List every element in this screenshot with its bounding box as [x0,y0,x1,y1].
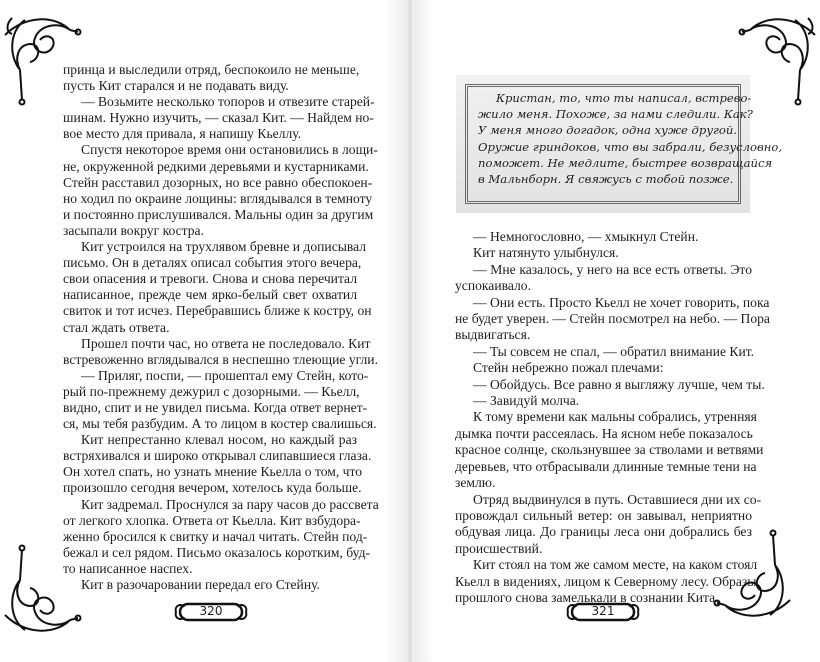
text-line: вое место для привала, я напишу Кьеллу. [63,126,302,142]
text-line: произошло сегодня вечером, хотелось куда больше. [63,480,362,496]
text-line: — Обойдусь. Все равно я выгляжу лучше, чем ты. [473,376,765,392]
text-line: Стейн расставил дозорных, но все равно обеспокоен- [63,174,373,190]
text-line: Он хотел спать, но узнать мнение Кьелла о том, что [63,464,363,480]
text-line: — Ты совсем не спал, — обратил внимание Кит. [473,343,755,359]
text-line: Отряд выдвинулся в путь. Оставшиеся дни их со- [473,491,762,507]
text-line: Кит устроился на трухлявом бревне и дописывал [81,239,367,255]
letter-line: Кристан, то, что ты написал, встрево- [496,91,752,105]
text-line: Кит натянуто улыбнулся. [473,245,619,261]
paragraph [455,557,758,606]
paragraph [455,360,752,376]
text-line: Кит стоял на том же самом месте, на каком стоял [473,557,758,573]
paragraph [63,142,378,239]
text-line: Спустя некоторое время они остановились в лощи- [81,142,378,158]
page-number-right [566,601,640,623]
paragraph [455,343,755,360]
text-line: — Приляг, поспи, — прошептал ему Стейн, кото- [81,367,369,383]
paragraph [455,376,765,393]
text-line: дымка почти рассеялась. На ясном небе показалось [455,425,753,441]
letter-line: в Мальнборн. Я свяжусь с тобой позже. [478,172,734,187]
text-line: — Немногословно, — хмыкнул Стейн. [473,229,699,244]
paragraph [63,94,375,142]
text-line: не, окруженной редкими деревьями и кустарниками. [63,158,369,174]
text-line: обдувая лица. До границы леса они добрались без [455,524,752,540]
right-page-text [455,229,770,606]
text-line: — Завидуй молча. [473,393,580,409]
text-line: написанное, прежде чем ярко-белый свет охватил [63,287,357,303]
text-line: принца и выследили отряд, беспокоило не меньше, [63,62,360,77]
text-line: свиток и тот исчез. Перебравшись ближе к костру, он [63,303,372,319]
text-line: красное солнце, скользнувшее за стволами и ветвями [455,442,764,458]
text-line: засыпали вокруг костра. [63,222,204,238]
paragraph [63,577,357,593]
text-line: встревоженно вглядывался в неспешно тлеющие угли. [63,351,378,367]
paragraph [63,239,372,336]
text-line: от легкого хлопка. Ответа от Кьелла. Кит взбудора- [63,512,361,528]
text-line: видно, спит и не увидел письма. Когда ответ вернет- [63,399,368,415]
text-line: Кит задремал. Проснулся за пару часов до рассвета [81,496,379,512]
text-line: письмо. Он в деталях описал события этого вечера, [63,255,362,271]
text-line: свои опасения и тревоги. Снова и снова перечитал [63,271,357,287]
text-line: происшествий. [455,540,543,556]
text-line: но ходил по окраине лощины: вглядывался в темноту [63,190,373,206]
page-number-left [174,601,248,623]
text-line: шинам. Нужно изучить, — сказал Кит. — Найдем но- [63,110,374,126]
text-line: Кит в разочаровании передал его Стейну. [81,577,320,592]
page-number-text: 321 [591,604,615,618]
paragraph [63,432,372,496]
text-line: встряхивался и широко открывал слипавшиеся глаза. [63,448,372,464]
text-line: женно бросился к свитку и начал читать. Стейн под- [63,528,368,544]
letter-text [478,90,783,187]
letter-line: поможет. Не медлите, быстрее возвращайся [478,155,773,170]
text-line: землю. [455,475,496,491]
paragraph [63,62,360,94]
paragraph [455,245,752,261]
book-gutter [385,0,435,662]
paragraph [455,262,752,295]
paragraph [455,229,752,245]
text-line: рый по-прежнему дежурил с дозорными. — Кьелл, [63,383,360,399]
text-line: — Мне казалось, у него на все есть ответы. Это [473,261,752,277]
text-line: Прошел почти час, но ответа не последовало. Кит [81,335,371,351]
left-page-text [63,62,379,593]
text-line: Кит непрестанно клевал носом, но каждый раз [81,432,357,448]
page-number-text: 320 [199,604,223,618]
text-line: выдвигаться. [455,327,531,343]
text-line: пусть Кит старался и не подавать виду. [63,78,289,94]
text-line: и постоянно прислушивался. Мальны один за другим [63,206,374,222]
letter-line: У меня много догадок, одна хуже другой. [478,123,738,138]
paragraph [455,294,770,344]
text-line: К тому времени как мальны собрались, утренняя [473,409,757,425]
paragraph [455,409,764,491]
text-line: — Возьмите несколько топоров и отвезите старей- [81,94,375,110]
text-line: стал ждать ответа. [63,319,170,335]
letter-line: Оружие гриндоков, что вы забрали, безусловно, [478,139,783,154]
letter-box [456,75,783,213]
text-line: бежал и сел рядом. Письмо оказалось коротким, буд- [63,544,371,560]
paragraph [63,367,377,432]
corner-ornament-top-right-icon [740,10,820,105]
text-line: — Они есть. Просто Кьелл не хочет говорить, пока [473,294,770,310]
paragraph [455,491,762,558]
text-line: провождал сильный ветер: он завывал, неприятно [455,507,752,523]
text-line: успокаивало. [455,278,531,294]
text-line: Стейн небрежно пожал плечами: [473,360,664,376]
paragraph [63,335,378,368]
letter-line: жило меня. Похоже, за нами следили. Как? [478,107,753,122]
text-line: ся, мы тебя разбудим. А то лицом в костер свалишься. [63,416,377,432]
text-line: Кьелл в видениях, лицом к Северному лесу. Образы [455,573,757,589]
text-line: деревьев, что отбрасывали длинные темные тени на [455,458,757,474]
paragraph [63,496,379,577]
text-line: прошлого снова замелькали в сознании Кита. [455,589,719,605]
paragraph [455,393,752,409]
text-line: не будет уверен. — Стейн посмотрел на небо. — Пора [455,311,770,327]
text-line: то написанное наспех. [63,560,193,576]
